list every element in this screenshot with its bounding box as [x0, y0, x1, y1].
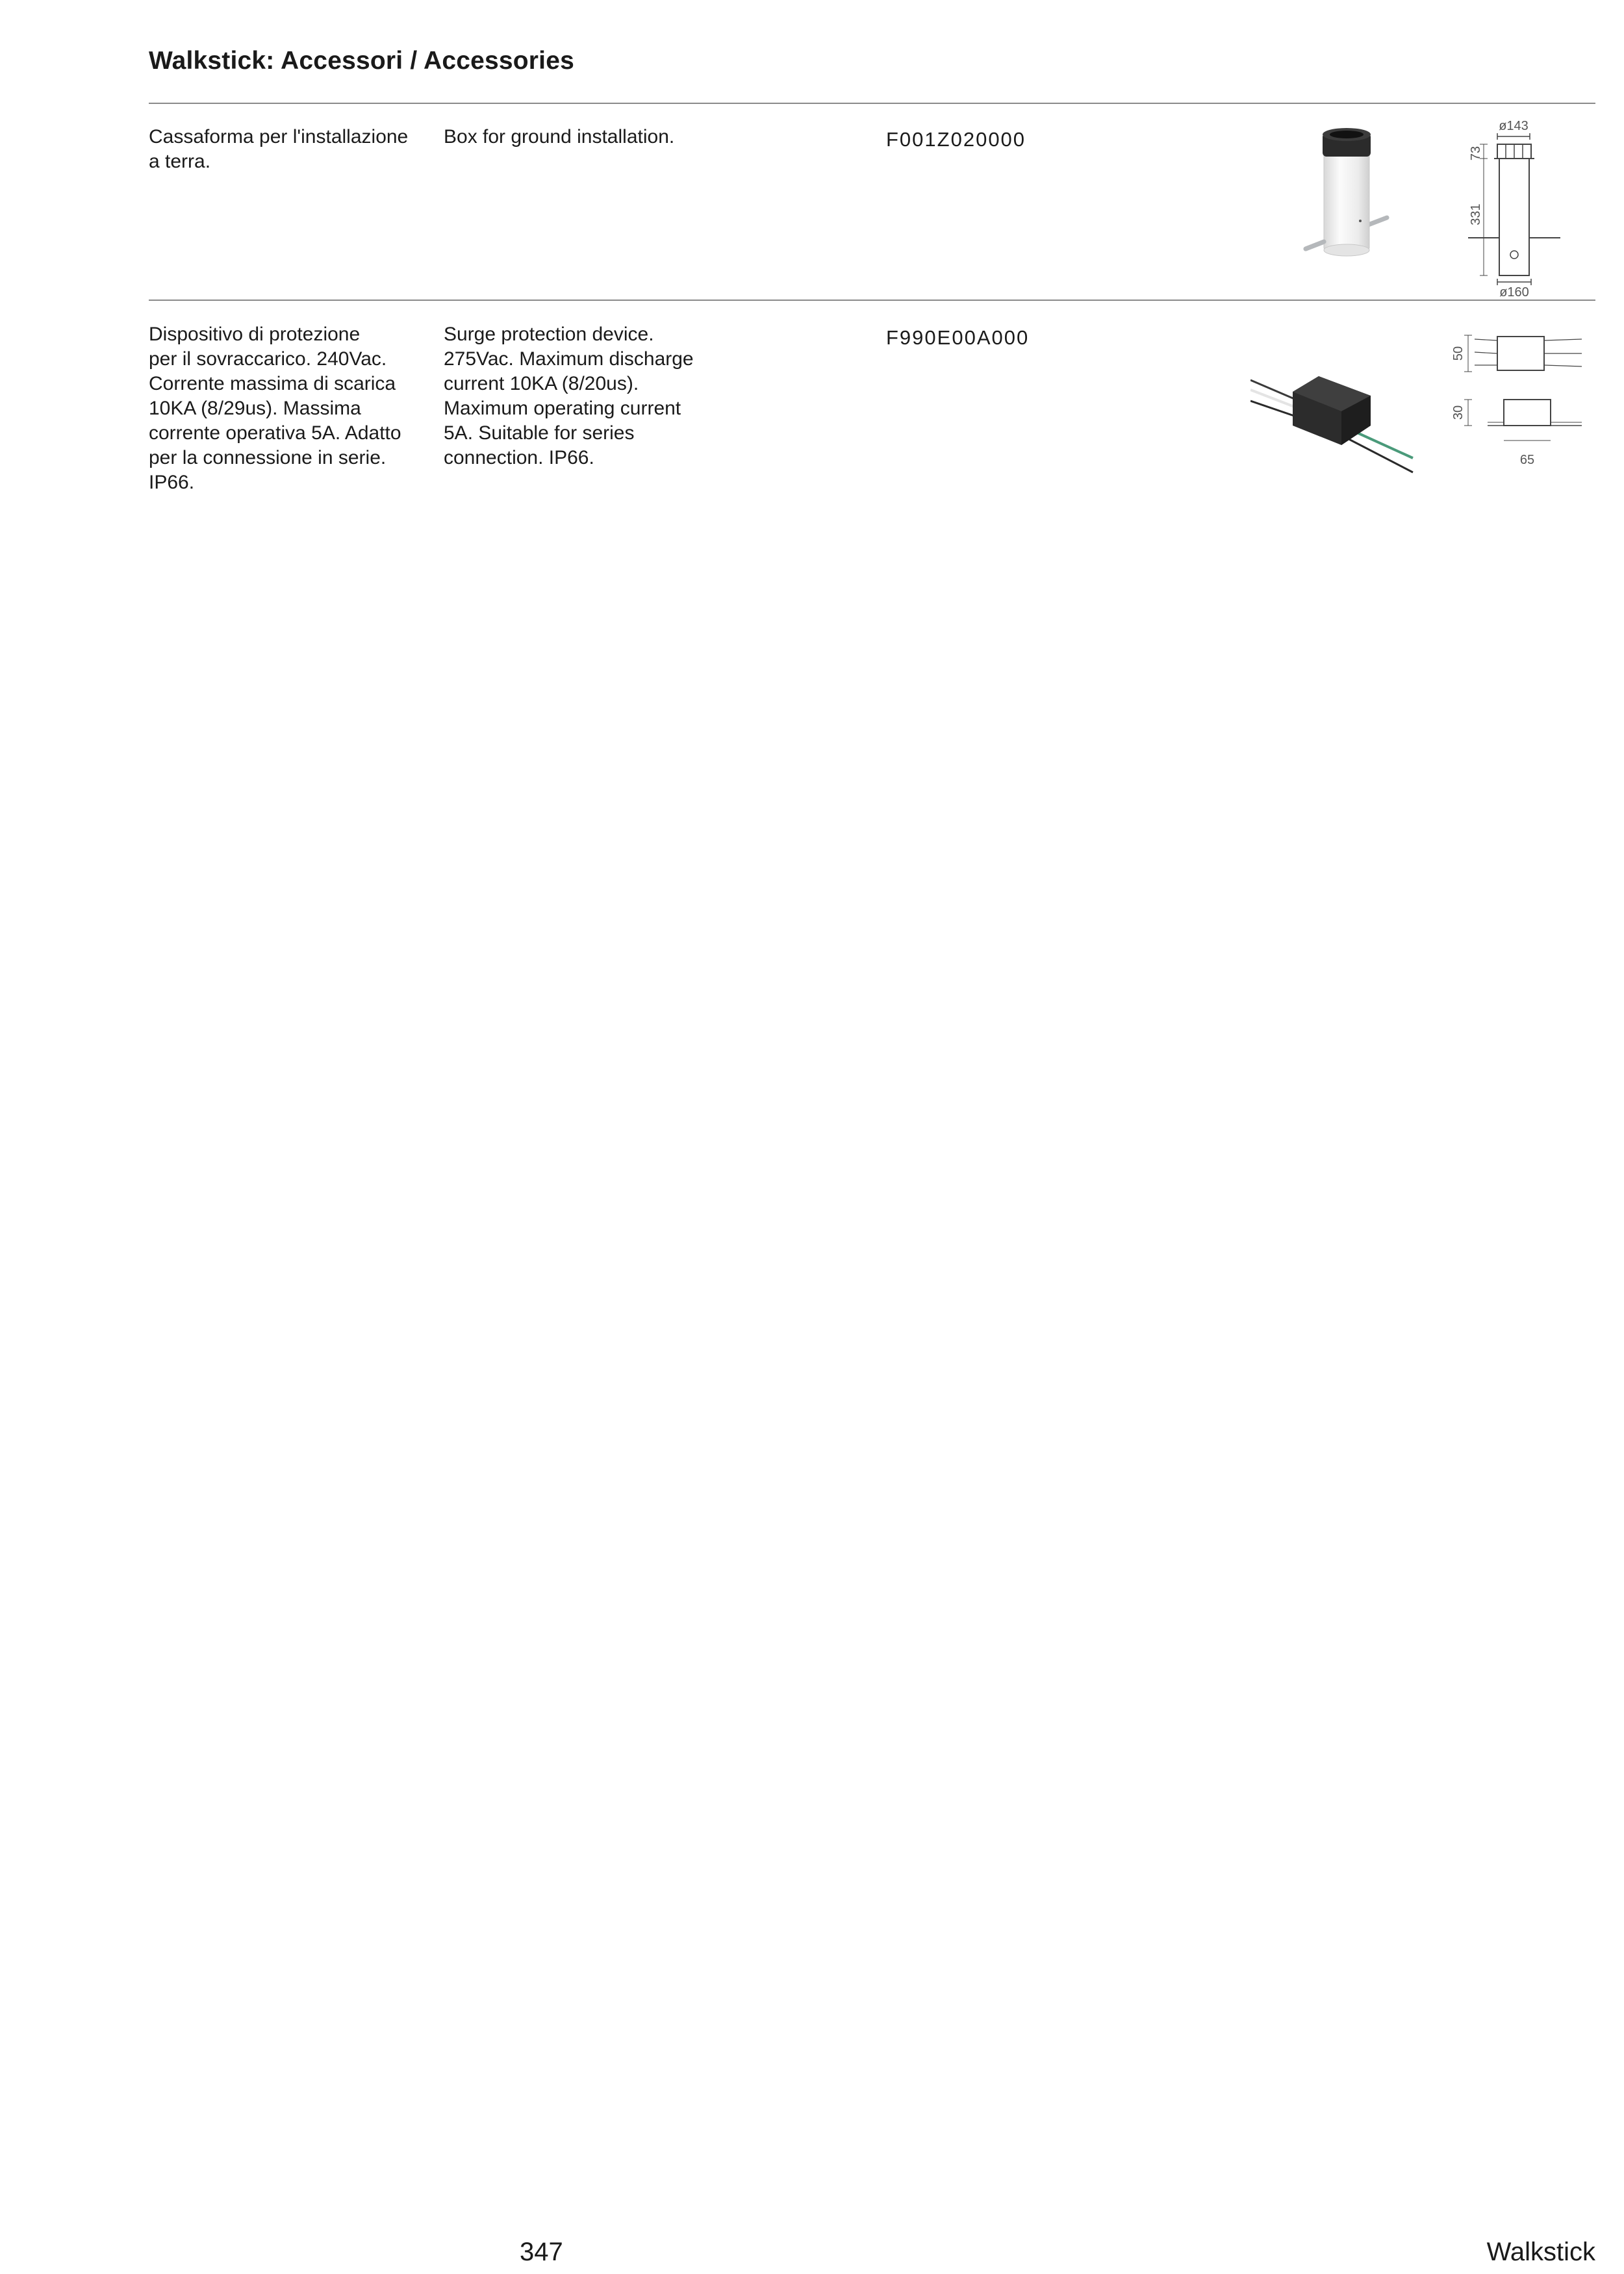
- section-name: Walkstick: [1486, 2238, 1595, 2266]
- page-title: Walkstick: Accessori / Accessories: [149, 47, 574, 75]
- surge-protector-drawing: [1429, 325, 1598, 474]
- item-code: F001Z020000: [886, 128, 1026, 151]
- item-description-en: Surge protection device. 275Vac. Maximum discharge current 10KA (8/20us). Maximum operating current 5A. Suitable for series connection. IP66.: [444, 324, 694, 468]
- page-number: 347: [520, 2238, 563, 2266]
- ground-box-photo: [1293, 127, 1403, 263]
- dimension-bottom-diameter: ø160: [1499, 285, 1529, 299]
- dimension-width: 65: [1519, 453, 1535, 467]
- item-description-it: Cassaforma per l'installazione a terra.: [149, 126, 409, 172]
- dimension-top-height: 50: [1451, 346, 1465, 361]
- item-code: F990E00A000: [886, 326, 1030, 349]
- divider: [149, 300, 1595, 301]
- item-description-en: Box for ground installation.: [444, 126, 675, 147]
- dimension-total-height: 331: [1469, 203, 1483, 225]
- surge-protector-photo: [1250, 354, 1419, 478]
- dimension-top-diameter: ø143: [1499, 119, 1529, 133]
- dimension-bottom-height: 30: [1451, 405, 1465, 420]
- item-description-it: Dispositivo di protezione per il sovraccarico. 240Vac. Corrente massima di scarica 10KA (8/29us). Massima corrente operativa 5A. Adatto per la connessione in serie. IP66.: [149, 324, 401, 493]
- divider: [149, 103, 1595, 104]
- dimension-top-height: 73: [1469, 146, 1483, 161]
- ground-box-drawing: [1429, 110, 1598, 299]
